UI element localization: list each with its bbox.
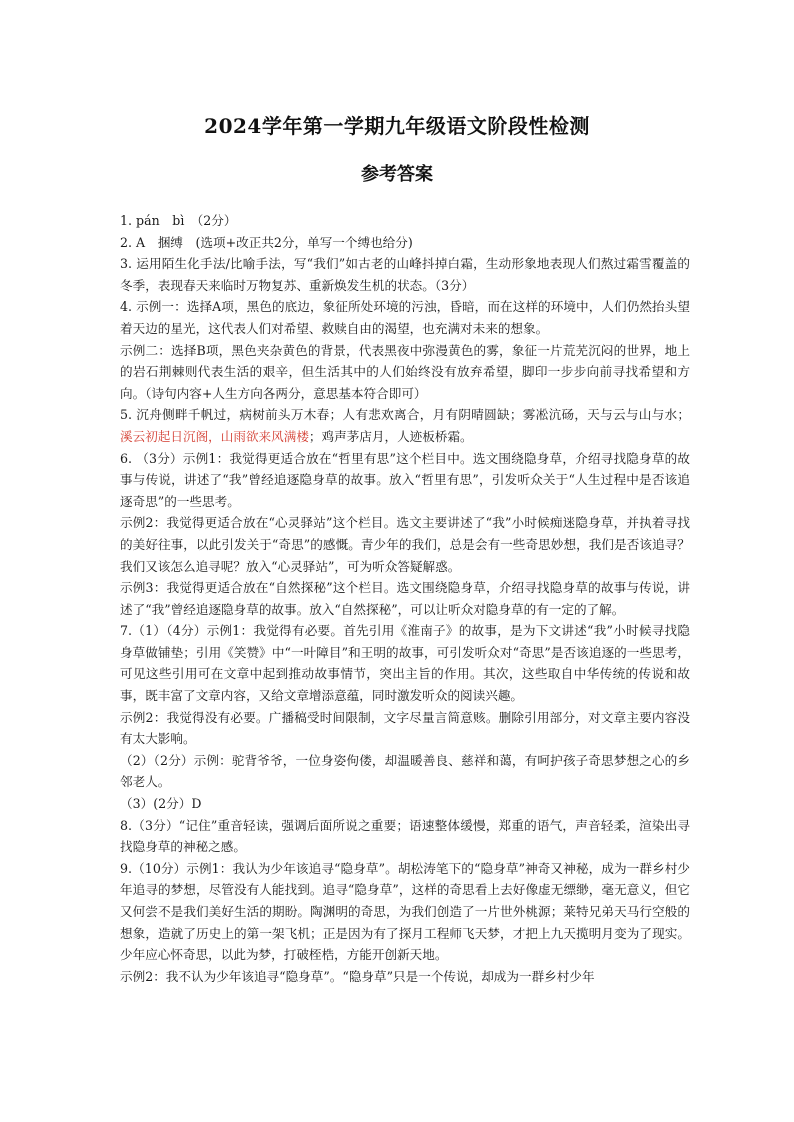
answer-q9-example1: 9.（10分）示例1：我认为少年该追寻“隐身草”。胡松涛笔下的“隐身草”神奇又神秘，成为一群乡村少年追寻的梦想，尽管没有人能找到。追寻“隐身草”，这样的奇思看上去好像虚无缥缈，毫无意义，但它又何尝不是我们美好生活的期盼。陶渊明的奇思，为我们创造了一片世外桃源；莱特兄弟天马行空般的想象，造就了历史上的第一架飞机；正是因为有了探月工程师飞天梦，才把上九天揽明月变为了现实。少年应心怀奇思，以此为梦，打破桎梏，方能开创新天地。 bbox=[120, 860, 690, 963]
answer-content bbox=[120, 210, 690, 987]
answer-q5-highlight-2: 山雨欲来风满楼 bbox=[220, 428, 309, 444]
answer-q5-highlight-1: 溪云初起日沉阁 bbox=[120, 428, 209, 444]
answer-q3: 3. 运用陌生化手法/比喻手法，写“我们”如古老的山峰抖掉白霜，生动形象地表现人们熬过霜雪覆盖的冬季，表现春天来临时万物复苏、重新焕发生机的状态。（3分） bbox=[120, 256, 690, 293]
answer-q5-text-end: ；鸡声茅店月，人迹板桥霜。 bbox=[308, 428, 473, 444]
answer-q7-2: （2）（2分）示例：驼背爷爷，一位身姿佝偻，却温暖善良、慈祥和蔼，有呵护孩子奇思梦想之心的乡邻老人。 bbox=[120, 752, 690, 790]
answer-q8: 8.（3分）“记住”重音轻读，强调后面所说之重要；语速整体缓慢，郑重的语气，声音轻柔，渲染出寻找隐身草的神秘之感。 bbox=[120, 817, 690, 855]
answer-q2: 2. A 捆缚 (选项+改正共2分，单写一个缚也给分) bbox=[120, 234, 413, 250]
answer-q6-example3: 示例3：我觉得更适合放在“自然探秘”这个栏目。选文围绕隐身草，介绍寻找隐身草的故事与传说，讲述了“我”曾经追逐隐身草的故事。放入“自然探秘”，可以让听众对隐身草的有一定的了解。 bbox=[120, 580, 690, 617]
answer-q4-example1: 4. 示例一：选择A项，黑色的底边，象征所处环境的污浊，昏暗，而在这样的环境中，人们仍然抬头望着天边的星光，这代表人们对希望、救赎自由的渴望，也充满对未来的想象。 bbox=[120, 299, 690, 336]
answer-q7-1-example2: 示例2：我觉得没有必要。广播稿受时间限制，文字尽量言简意赅。删除引用部分，对文章主要内容没有太大影响。 bbox=[120, 709, 690, 747]
document-title: 2024学年第一学期九年级语文阶段性检测 bbox=[204, 114, 590, 138]
answer-q4-example2: 示例二：选择B项，黑色夹杂黄色的背景，代表黑夜中弥漫黄色的雾，象征一片荒芜沉闷的世界，地上的岩石荆棘则代表生活的艰辛，但生活其中的人们始终没有放弃希望，脚印一步步向前寻找希望和方向。（诗句内容+人生方向各两分，意思基本符合即可） bbox=[120, 342, 690, 401]
document-subtitle: 参考答案 bbox=[361, 164, 433, 185]
answer-q1: 1. pán bì （2分） bbox=[120, 213, 237, 228]
answer-q9-example2: 示例2：我不认为少年该追寻“隐身草”。“隐身草”只是一个传说，却成为一群乡村少年 bbox=[120, 968, 595, 984]
answer-q6-example2: 示例2：我觉得更适合放在“心灵驿站”这个栏目。选文主要讲述了“我”小时候痴迷隐身草，并执着寻找的美好往事，以此引发关于“奇思”的感慨。青少年的我们，总是会有一些奇思妙想，我们是否该追寻？我们又该怎么追寻呢？放入“心灵驿站”，可为听众答疑解惑。 bbox=[120, 515, 690, 574]
answer-q5 bbox=[120, 404, 690, 447]
answer-q7-3: （3）(2分）D bbox=[120, 796, 202, 812]
answer-q5-text: 5. 沉舟侧畔千帆过，病树前头万木春；人有悲欢离合，月有阴晴圆缺；雾凇沆砀，天与云与山与水； bbox=[120, 407, 690, 423]
answer-q5-separator: ， bbox=[208, 428, 221, 444]
answer-q6-example1: 6. （3分）示例1：我觉得更适合放在“哲里有思”这个栏目中。选文围绕隐身草，介绍寻找隐身草的故事与传说，讲述了“我”曾经追逐隐身草的故事。放入“哲里有思”，引发听众关于“人生过程中是否该追逐奇思”的一些思考。 bbox=[120, 450, 690, 509]
answer-q7-1-example1: 7.（1）（4分）示例1：我觉得有必要。首先引用《淮南子》的故事，是为下文讲述“我”小时候寻找隐身草做铺垫；引用《笑赞》中“一叶障目”和王明的故事，可引发听众对“奇思”是否该追逐的一些思考，可见这些引用可在文章中起到推动故事情节，突出主旨的作用。其次，这些取自中华传统的传说和故事，既丰富了文章内容，又给文章增添意蕴，同时激发听众的阅读兴趣。 bbox=[120, 623, 690, 704]
